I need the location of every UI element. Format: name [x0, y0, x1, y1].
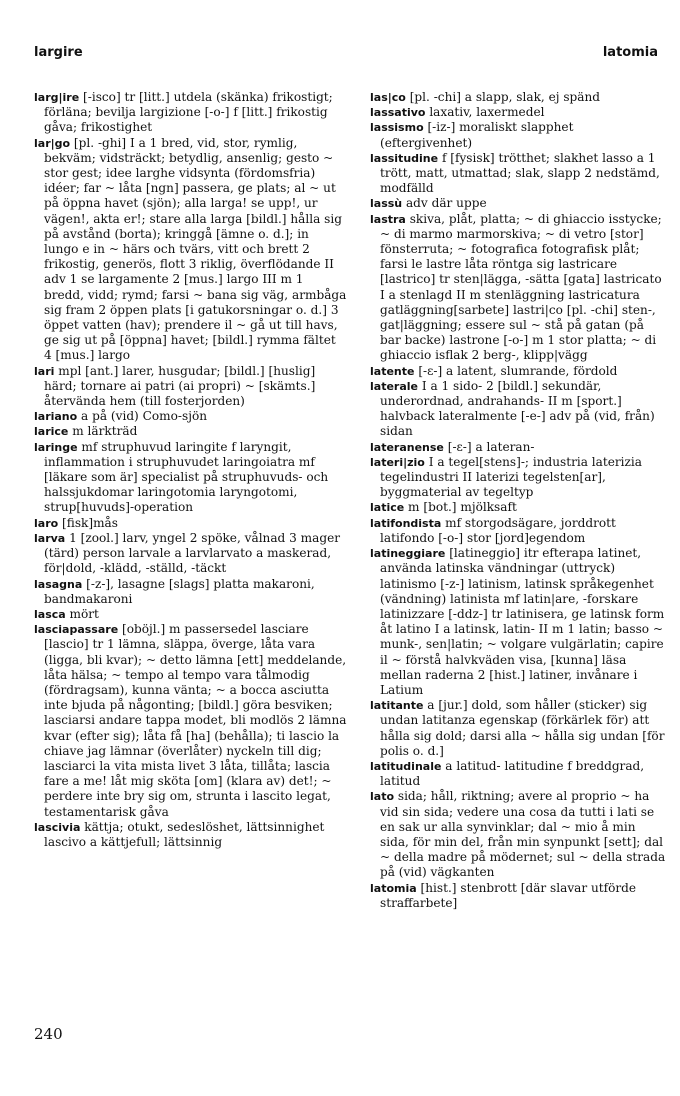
dictionary-entry	[370, 881, 666, 911]
right-guide-word: latomia	[602, 45, 658, 60]
entry-headword: latineggiare	[370, 547, 446, 561]
entry-definition: skiva, plåt, platta; ~ di ghiaccio isstycke; ~ di marmo marmorskiva; ~ di vetro [stor] fönsterruta; ~ fotografica fotografisk plåt; farsi le lastre låta röntga sig lastricare [lastrico] tr sten|lägga, -sätta [gata] lastricato I a stenlagd II m stenläggning lastricatura gatläggning[sarbete] lastri|co [pl. -chi] sten-, gat|läggning; essere sul ~ stå på gatan (på bar backe) lastrone [-o-] m 1 stor platta; ~ di ghiaccio isflak 2 berg-, klipp|vägg	[380, 211, 662, 363]
entry-definition: m [bot.] mjölksaft	[404, 500, 517, 515]
entry-definition: 1 [zool.] larv, yngel 2 spöke, vålnad 3 mager (tärd) person larvale a larvlarvato a maskerad, för|dold, -klädd, -ställd, -täckt	[44, 530, 341, 576]
dictionary-entry	[370, 379, 666, 440]
entry-headword: latente	[370, 364, 415, 378]
entry-definition: mört	[65, 606, 99, 621]
dictionary-entry	[370, 196, 666, 211]
right-column	[370, 90, 666, 911]
dictionary-entry	[34, 607, 347, 622]
dictionary-entry	[370, 516, 666, 546]
dictionary-entry	[34, 622, 347, 820]
dictionary-entry	[370, 90, 666, 105]
entry-headword: lateri|zio	[370, 455, 425, 469]
entry-definition: [hist.] stenbrott [där slavar utförde straffarbete]	[380, 880, 637, 910]
entry-headword: lato	[370, 790, 395, 804]
entry-headword: lasagna	[34, 577, 83, 591]
entry-definition: I a tegel[stens]-; industria laterizia tegelindustri II laterizi tegelsten[ar], byggmaterial av tegeltyp	[380, 454, 642, 500]
dictionary-entry	[370, 212, 666, 364]
entry-definition: [latineggio] itr efterapa latinet, använda latinska vändningar (uttryck) latinismo [-z-] latinism, latinsk språkegenhet (vändning) latinista mf latin|are, -forskare latinizzare [-ddz-] tr latinisera, ge latinsk form åt latino I a latinsk, latin- II m 1 latin; basso ~ munk-, sen|latin; ~ volgare vulgärlatin; capire il ~ förstå halvkväden visa, [kunna] läsa mellan raderna 2 [hist.] latiner, invånare i Latium	[380, 546, 665, 697]
dictionary-entry	[34, 577, 347, 607]
dictionary-entry	[34, 90, 347, 136]
entry-headword: las|co	[370, 91, 406, 104]
entry-definition: [-iz-] moraliskt slapphet (eftergivenhet)	[380, 120, 574, 150]
entry-definition: mf struphuvud laringite f laryngit, inflammation i struphuvudet laringoiatra mf [läkare som är] specialist på struphuvuds- och halssjukdomar laringotomia laryngotomi, strup[huvuds]-operation	[44, 439, 329, 515]
entry-headword: lariano	[34, 410, 78, 424]
left-column	[34, 90, 347, 850]
dictionary-entry	[370, 151, 666, 197]
left-guide-word: largire	[34, 45, 83, 60]
dictionary-entry	[370, 120, 666, 150]
dictionary-entry	[370, 364, 666, 379]
entry-definition: [fisk]mås	[58, 515, 118, 530]
dictionary-entry	[370, 759, 666, 789]
entry-definition: adv där uppe	[402, 196, 487, 211]
dictionary-entry	[34, 440, 347, 516]
dictionary-entry	[34, 136, 347, 364]
entry-definition: a latitud- latitudine f breddgrad, latitud	[380, 758, 645, 789]
entry-headword: lassativo	[370, 106, 426, 120]
entry-headword: larva	[34, 531, 66, 545]
entry-definition: m lärkträd	[68, 424, 138, 439]
entry-headword: lassitudine	[370, 151, 439, 165]
entry-definition: [oböjl.] m passersedel lasciare [lascio] tr 1 lämna, släppa, överge, låta vara (ligga, bli kvar); ~ detto lämna [ett] meddelande, låta hälsa; ~ tempo al tempo vara tålmodig (fördragsam), kunna vänta; ~ a bocca asciutta inte bjuda på någonting; [bildl.] göra besviken; lasciarsi andare tappa modet, bli modlös 2 lämna kvar (efter sig); låta få [ha] (behålla); ti lascio la chiave jag lämnar (överlåter) nyckeln till dig; lasciarci la vita mista livet 3 låta, tillåta; lascia fare a me! låt mig sköta [om] (klara av) det!; ~ perdere inte bry sig om, strunta i lascito legat, testamentarisk gåva	[44, 622, 347, 819]
entry-definition: [-z-], lasagne [slags] platta makaroni, bandmakaroni	[44, 576, 315, 606]
entry-headword: latitante	[370, 699, 424, 713]
dictionary-entry	[34, 531, 347, 577]
entry-headword: latice	[370, 501, 405, 515]
entry-headword: lasca	[34, 607, 66, 621]
entry-headword: latifondista	[370, 516, 442, 530]
entry-headword: latitudinale	[370, 759, 442, 773]
dictionary-entry	[370, 500, 666, 515]
entry-headword: larg|ire	[34, 91, 80, 104]
entry-headword: lassismo	[370, 121, 424, 135]
entry-headword: lar|go	[34, 136, 71, 150]
dictionary-entry	[370, 440, 666, 455]
dictionary-entry	[34, 820, 347, 850]
page-number: 240	[34, 1025, 63, 1043]
dictionary-entry	[34, 409, 347, 424]
dictionary-entry	[370, 105, 666, 120]
entry-definition: [pl. -chi] a slapp, slak, ej spänd	[405, 90, 601, 104]
entry-definition: sida; håll, riktning; avere al proprio ~ ha vid sin sida; vedere una cosa da tutti i lati se en sak ur alla synvinklar; dal ~ mio å min sida, för min del, från min synpunkt [sett]; dal ~ della madre på mödernet; sul ~ della strada på (vid) vägkanten	[380, 789, 666, 880]
entry-headword: laringe	[34, 440, 78, 454]
entry-headword: lateranense	[370, 440, 444, 454]
entry-definition: I a 1 sido- 2 [bildl.] sekundär, underordnad, andrahands- II m [sport.] halvback lateralmente [-e-] adv på (vid, från) sidan	[380, 378, 655, 439]
dictionary-entry	[370, 546, 666, 698]
entry-definition: mpl [ant.] larer, husgudar; [bildl.] [huslig] härd; tornare ai patri (ai propri) ~ [skämts.] återvända hem (till fosterjorden)	[44, 363, 316, 409]
dictionary-entry	[370, 698, 666, 759]
entry-headword: lasciapassare	[34, 623, 119, 637]
dictionary-entry	[34, 364, 347, 410]
entry-headword: laterale	[370, 379, 418, 393]
entry-definition: a på (vid) Como-sjön	[77, 409, 208, 424]
entry-definition: kättja; otukt, sedeslöshet, lättsinnighet lascivo a kättjefull; lättsinnig	[44, 819, 325, 849]
entry-definition: [-ɛ-] a latent, slumrande, fördold	[414, 363, 618, 378]
entry-definition: mf storgodsägare, jorddrott latifondo [-o-] stor [jord]egendom	[380, 515, 616, 545]
dictionary-entry	[370, 455, 666, 501]
entry-headword: latomia	[370, 881, 417, 895]
entry-headword: lassù	[370, 197, 403, 211]
entry-headword: lari	[34, 364, 55, 378]
entry-definition: f [fysisk] trötthet; slakhet lasso a 1 trött, matt, utmattad; slak, slapp 2 nedstämd, modfälld	[380, 150, 660, 196]
dictionary-entry	[34, 516, 347, 531]
entry-headword: lastra	[370, 212, 406, 226]
entry-headword: laro	[34, 516, 59, 530]
entry-definition: a [jur.] dold, som håller (sticker) sig undan latitanza egenskap (förkärlek för) att hålla sig dold; darsi alla ~ hålla sig undan [för polis o. d.]	[380, 698, 665, 758]
entry-definition: laxativ, laxermedel	[425, 105, 545, 120]
entry-headword: larice	[34, 425, 69, 439]
entry-definition: [pl. -ghi] I a 1 bred, vid, stor, rymlig, bekväm; vidsträckt; betydlig, ansenlig; gesto ~ stor gest; idee larghe vidsynta (fördomsfria) idéer; far ~ låta [ngn] passera, ge plats; al ~ ut på öppna havet (sjön); alla larga! se upp!, ur vägen!, akta er!; stare alla larga [bildl.] hålla sig på avstånd (borta); kringgå [ämne o. d.]; in lungo e in ~ härs och tvärs, vitt och brett 2 frikostig, generös, flott 3 riklig, överflödande II adv 1 se largamente 2 [mus.] largo III m 1 bredd, vidd; rymd; farsi ~ bana sig väg, armbåga sig fram 2 öppen plats [i gatukorsningar o. d.] 3 öppet vatten (hav); prendere il ~ gå ut till havs, ge sig ut på [öppna] havet; [bildl.] rymma fältet 4 [mus.] largo	[44, 135, 347, 363]
entry-headword: lascivia	[34, 820, 81, 834]
dictionary-entry	[34, 424, 347, 439]
entry-definition: [-isco] tr [litt.] utdela (skänka) frikostigt; förläna; bevilja largizione [-o-] f [litt.] frikostig gåva; frikostighet	[44, 90, 333, 135]
dictionary-entry	[370, 789, 666, 880]
entry-definition: [-ɛ-] a lateran-	[443, 439, 535, 454]
